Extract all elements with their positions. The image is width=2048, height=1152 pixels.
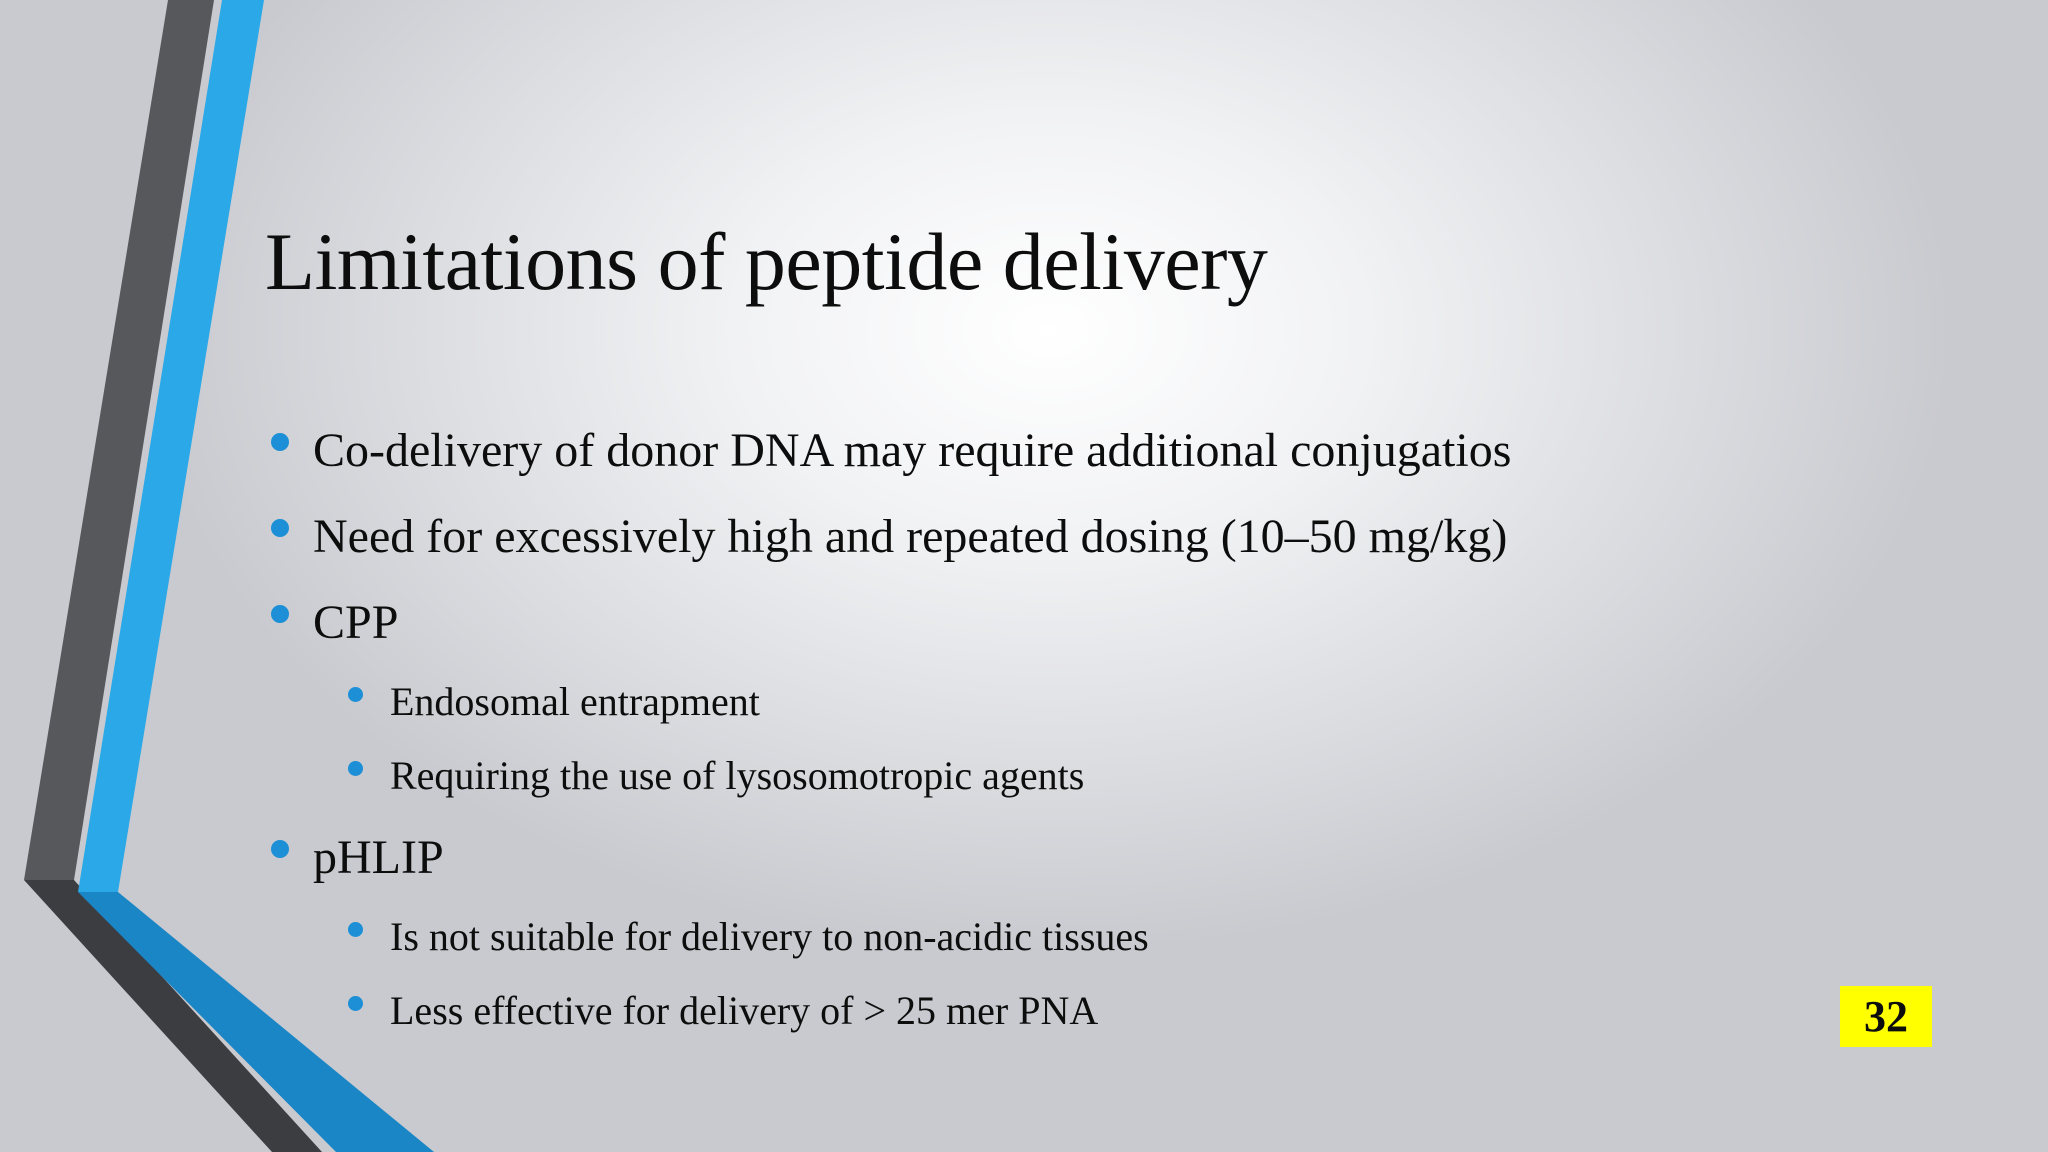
sub-bullet-text: Is not suitable for delivery to non-acidic tissues [390,914,1149,959]
bullet-dot-icon [271,433,289,451]
bullet-item [313,509,1507,565]
slide-title: Limitations of peptide delivery [265,216,1268,307]
sub-bullet-text: Requiring the use of lysosomotropic agents [390,753,1085,798]
bullet-text: pHLIP [313,831,444,884]
bullet-dot-icon [348,996,363,1011]
bullet-dot-icon [271,605,289,623]
sub-bullet-item [390,913,1149,961]
bullet-text: CPP [313,596,399,649]
bullet-dot-icon [348,922,363,937]
bullet-dot-icon [348,761,363,776]
sub-bullet-item [390,987,1098,1035]
slide-page-number: 32 [1840,986,1932,1047]
bullet-item [313,423,1511,479]
bullet-dot-icon [271,519,289,537]
bullet-dot-icon [348,687,363,702]
sub-bullet-item [390,678,760,726]
sub-bullet-text: Endosomal entrapment [390,679,760,724]
bullet-dot-icon [271,840,289,858]
sub-bullet-text: Less effective for delivery of > 25 mer PNA [390,988,1099,1033]
sub-bullet-item [390,752,1084,800]
bullet-text: Need for excessively high and repeated dosing (10–50 mg/kg) [313,510,1508,563]
bullet-item [313,595,398,651]
bullet-item [313,830,444,886]
bullet-text: Co-delivery of donor DNA may require additional conjugatios [313,424,1512,477]
